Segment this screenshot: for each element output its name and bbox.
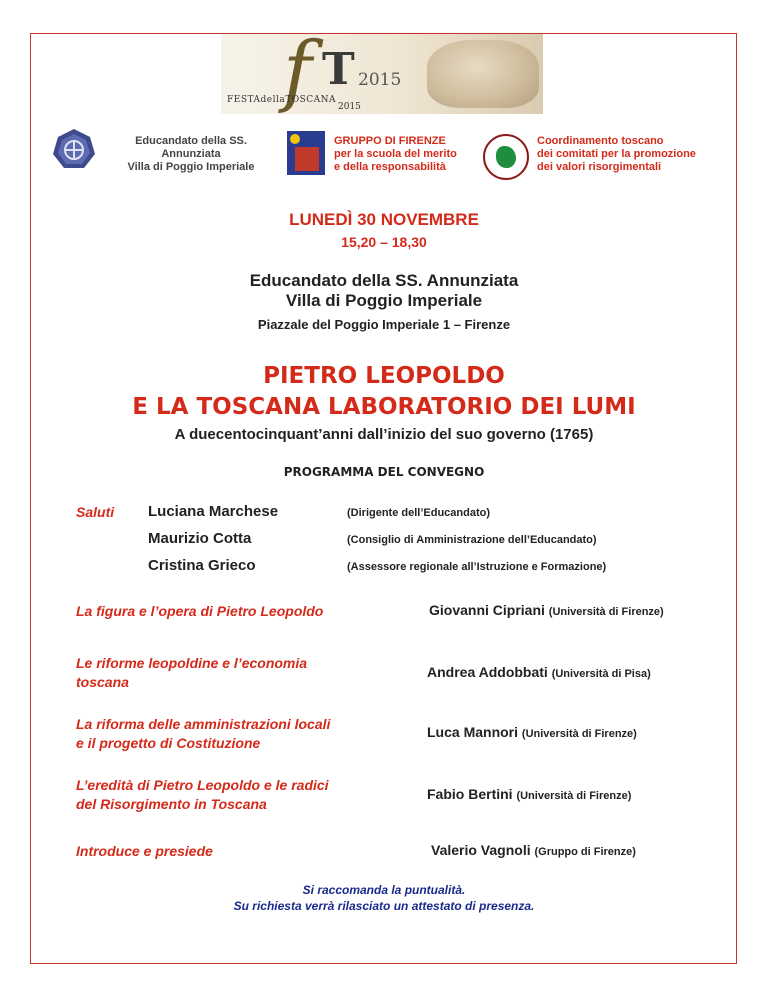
- main-title-line1: PIETRO LEOPOLDO: [263, 363, 505, 389]
- organizer-educandato: Educandato della SS. Annunziata Villa di Poggio Imperiale: [127, 135, 255, 173]
- talk-affiliation: (Università di Pisa): [551, 668, 651, 680]
- saluti-name: Cristina Grieco: [148, 557, 256, 574]
- tower-icon: [287, 131, 325, 175]
- organizer-gruppo-firenze: GRUPPO DI FIRENZE per la scuola del merito e della responsabilità: [334, 135, 457, 173]
- logo-year-top: 2015: [358, 70, 402, 90]
- talk-title: La figura e l’opera di Pietro Leopoldo: [76, 603, 324, 619]
- saluti-role: (Dirigente dell’Educandato): [347, 507, 491, 519]
- talk-speaker: Andrea Addobbati (Università di Pisa): [427, 664, 651, 680]
- talk-title: La riforma delle amministrazioni locali e il progetto di Costituzione: [76, 716, 331, 751]
- venue-address: Piazzale del Poggio Imperiale 1 – Firenze: [257, 317, 511, 332]
- talk-speaker: Luca Mannori (Università di Firenze): [427, 724, 637, 740]
- venue-name: Educandato della SS. Annunziata: [249, 271, 519, 290]
- subtitle: A duecentocinquant’anni dall’inizio del suo governo (1765): [174, 426, 594, 443]
- portrait-image: [427, 40, 539, 108]
- talk-title: Introduce e presiede: [76, 843, 213, 859]
- event-time: 15,20 – 18,30: [341, 234, 427, 250]
- event-date: LUNEDÌ 30 NOVEMBRE: [289, 210, 479, 229]
- logo-letter-t: T: [322, 44, 355, 95]
- venue-villa: Villa di Poggio Imperiale: [285, 291, 483, 310]
- logo-letter-f: f: [283, 34, 312, 114]
- talk-title: Le riforme leopoldine e l’economia toscana: [76, 655, 308, 690]
- saluti-name: Maurizio Cotta: [148, 530, 252, 547]
- talk-affiliation: (Gruppo di Firenze): [534, 846, 636, 858]
- logo-year-bottom: 2015: [338, 102, 361, 112]
- saluti-role: (Consiglio di Amministrazione dell’Educandato): [347, 534, 597, 546]
- organizer-coordinamento: Coordinamento toscano dei comitati per la promozione dei valori risorgimentali: [537, 135, 696, 173]
- main-title-line2: E LA TOSCANA LABORATORIO DEI LUMI: [132, 394, 636, 420]
- program-heading: PROGRAMMA DEL CONVEGNO: [283, 465, 485, 479]
- talk-affiliation: (Università di Firenze): [516, 790, 632, 802]
- logo-festa-text: FESTAdellaTOSCANA: [227, 95, 337, 105]
- sun-icon: [290, 134, 300, 144]
- talk-affiliation: (Università di Firenze): [521, 728, 637, 740]
- talk-speaker: Fabio Bertini (Università di Firenze): [427, 786, 632, 802]
- festa-della-toscana-logo: [221, 34, 543, 114]
- footer-note: Si raccomanda la puntualità. Su richiesta verrà rilasciato un attestato di presenza.: [233, 883, 535, 913]
- tuscany-map-icon: [483, 134, 529, 180]
- talk-title: L’eredità di Pietro Leopoldo e le radici del Risorgimento in Toscana: [76, 777, 329, 812]
- saluti-role: (Assessore regionale all’Istruzione e Formazione): [347, 561, 607, 573]
- talk-speaker: Giovanni Cipriani (Università di Firenze): [429, 602, 664, 618]
- crest-icon: [52, 128, 96, 172]
- saluti-label: Saluti: [76, 504, 115, 520]
- saluti-name: Luciana Marchese: [148, 503, 279, 520]
- talk-speaker: Valerio Vagnoli (Gruppo di Firenze): [431, 842, 636, 858]
- talk-affiliation: (Università di Firenze): [548, 606, 664, 618]
